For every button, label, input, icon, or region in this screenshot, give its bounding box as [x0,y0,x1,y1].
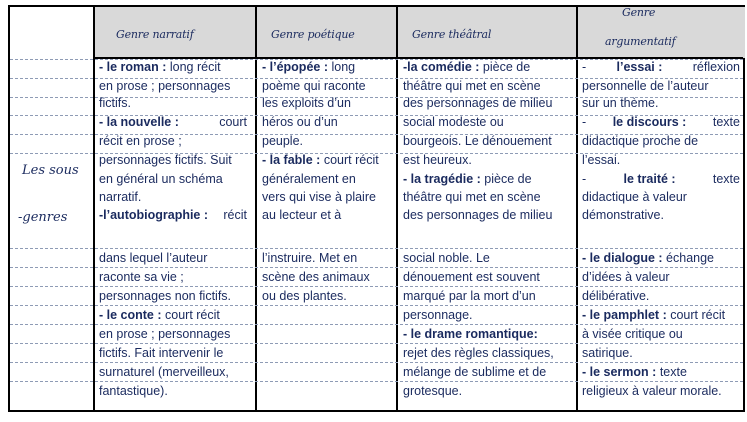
text-line: récit en prose ; [99,134,182,148]
text-line: didactique à valeur [582,190,687,204]
text-line: dénouement est souvent [403,270,540,284]
text-line: à visée critique ou [582,327,683,341]
text-line: des personnages de milieu [403,208,553,222]
text-line: généralement en [262,172,356,186]
text-line: social noble. Le [403,251,490,265]
text-line: est heureux. [403,153,472,167]
text-line: fictifs. Fait intervenir le [99,346,224,360]
text-line: fantastique). [99,384,168,398]
text-line: en prose ; personnages [99,327,231,341]
text-line: religieux à valeur morale. [582,384,722,398]
text-line: héros ou d’un [262,115,338,129]
header-genre-argumentatif-line1: Genre [622,6,656,19]
row-divider [10,343,743,344]
text-line: les exploits d’un [262,96,351,110]
row-header-line1: Les sous [22,163,79,178]
text-line: didactique proche de [582,134,699,148]
text-line: narratif. [99,190,142,204]
column-divider [396,7,398,410]
text-line: fictifs. [99,96,131,110]
row-divider [10,267,743,268]
text-line: vers qui vise à plaire [262,190,376,204]
entry-tragedie: - la tragédie : pièce de [403,172,532,186]
entry-essai: - l’essai : réflexion [582,60,740,74]
text-line: rejet des règles classiques, [403,346,554,360]
text-line: personnages non fictifs. [99,289,232,303]
column-divider [93,7,95,410]
entry-drame-romantique: - le drame romantique: [403,327,538,341]
header-genre-narratif: Genre narratif [116,28,194,41]
row-divider [10,381,743,382]
entry-autobiographie: -l’autobiographie : récit [99,208,247,222]
column-divider [576,7,578,410]
text-line: au lecteur et à [262,208,342,222]
entry-pamphlet: - le pamphlet : court récit [582,308,726,322]
column-divider [255,7,257,410]
text-line: peuple. [262,134,304,148]
row-divider [10,362,743,363]
row-divider [10,305,743,306]
entry-nouvelle: - la nouvelle : court [99,115,247,129]
text-line: en prose ; personnages [99,79,231,93]
text-line: l’instruire. Met en [262,251,358,265]
entry-comedie: -la comédie : pièce de [403,60,531,74]
text-line: d’idées à valeur [582,270,670,284]
row-divider [10,324,743,325]
text-line: l’essai. [582,153,621,167]
text-line: personnelle de l’auteur [582,79,709,93]
text-line: personnage. [403,308,473,322]
entry-epopee: - l’épopée : long [262,60,356,74]
row-divider [10,286,743,287]
text-line: grotesque. [403,384,463,398]
text-line: social modeste ou [403,115,504,129]
text-line: théâtre qui met en scène [403,79,541,93]
header-genre-argumentatif-line2: argumentatif [605,35,676,48]
text-line: délibérative. [582,289,650,303]
text-line: raconte sa vie ; [99,270,184,284]
text-line: mélange de sublime et de [403,365,547,379]
text-line: dans lequel l’auteur [99,251,208,265]
text-line: sur un thème. [582,96,659,110]
header-genre-theatral: Genre théâtral [412,28,492,41]
text-line: marqué par la mort d’un [403,289,536,303]
text-line: satirique. [582,346,633,360]
text-line: scène des animaux [262,270,370,284]
text-line: surnaturel (merveilleux, [99,365,229,379]
text-line: des personnages de milieu [403,96,553,110]
text-line: bourgeois. Le dénouement [403,134,552,148]
text-line: en général un schéma [99,172,223,186]
entry-conte: - le conte : court récit [99,308,220,322]
text-line: ou des plantes. [262,289,347,303]
entry-fable: - la fable : court récit [262,153,379,167]
entry-roman: - le roman : long récit [99,60,221,74]
entry-discours: - le discours : texte [582,115,740,129]
text-line: démonstrative. [582,208,664,222]
text-line: poème qui raconte [262,79,366,93]
header-genre-poetique: Genre poétique [271,28,355,41]
entry-sermon: - le sermon : texte [582,365,687,379]
row-divider [10,248,743,249]
text-line: théâtre qui met en scène [403,190,541,204]
row-header-line2: -genres [18,210,68,225]
entry-traite: - le traité : texte [582,172,740,186]
text-line: personnages fictifs. Suit [99,153,232,167]
entry-dialogue: - le dialogue : échange [582,251,715,265]
